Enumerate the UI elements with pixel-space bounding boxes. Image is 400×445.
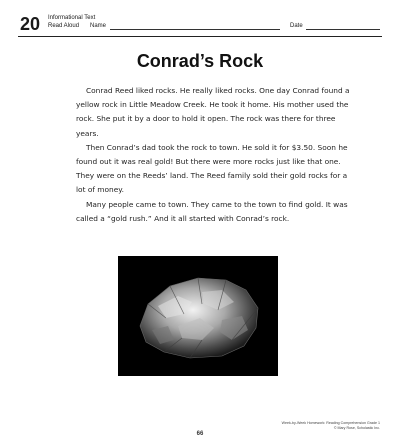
name-field-line[interactable]	[110, 29, 280, 30]
footer-page-number: 66	[196, 431, 204, 437]
story-paragraph-1: Conrad Reed liked rocks. He really liked rocks. One day Conrad found a yellow rock in Little Meadow Creek. He took it home. His mother used the rock. She put it by a door to hold it open. The rock was there for three years.	[76, 86, 350, 138]
story-paragraph-3: Many people came to town. They came to the town to find gold. It was called a “gold rush.” And it all started with Conrad’s rock.	[76, 199, 348, 223]
section-label-line1: Informational Text	[48, 15, 96, 21]
page-header	[18, 14, 382, 36]
credit-line-2: © Mary Rose, Scholastic Inc.	[333, 426, 380, 430]
gold-rock-photo	[118, 256, 278, 376]
page-number-badge: 20	[20, 14, 41, 34]
credit-line-1: Week-by-Week Homework: Reading Comprehension Grade 1	[281, 421, 380, 425]
section-label	[48, 15, 95, 30]
header-divider	[18, 36, 382, 37]
name-label: Name	[90, 23, 107, 29]
story-title: Conrad’s Rock	[136, 51, 264, 71]
section-label-line2: Read Aloud	[48, 22, 80, 29]
story-body	[76, 84, 352, 226]
story-paragraph-2: Then Conrad’s dad took the rock to town. He sold it for $3.50. Soon he found out it was real gold! But there were more rocks just like that one. They were on the Reeds’ land. The Reed family sold their gold rocks for a lot of money.	[76, 142, 348, 195]
copyright-credit	[282, 421, 380, 431]
date-field-line[interactable]	[306, 29, 380, 30]
date-label: Date	[290, 23, 303, 29]
